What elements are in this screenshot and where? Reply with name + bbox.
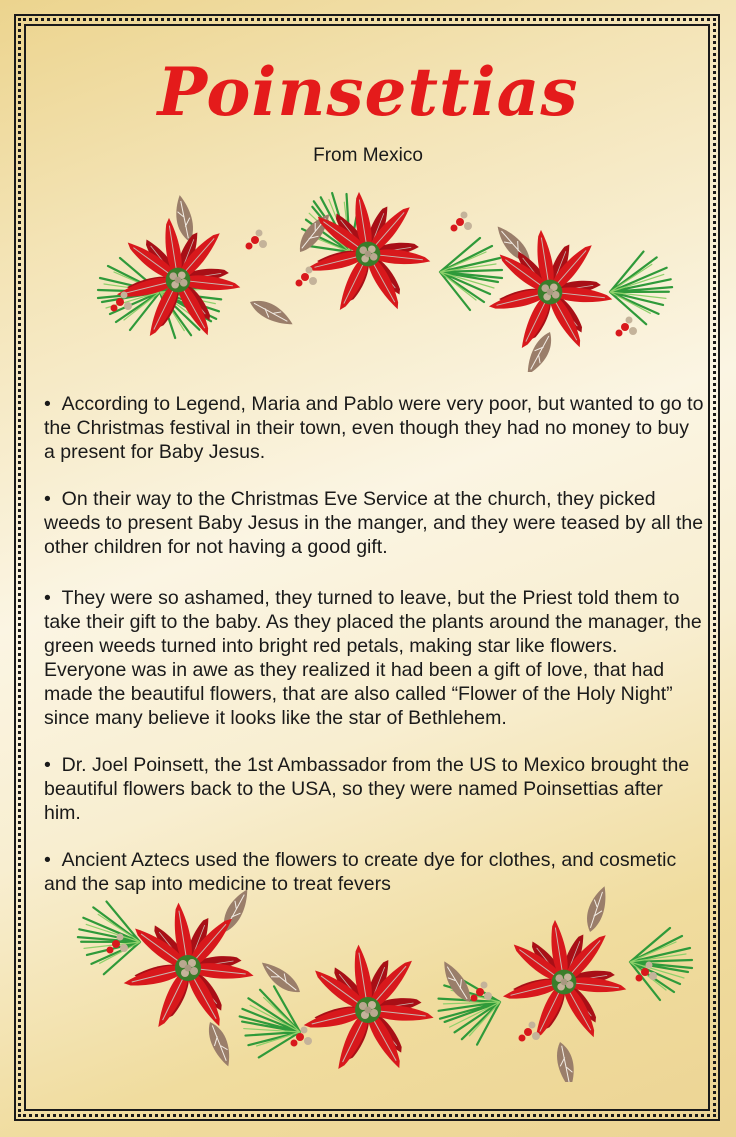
story-text [44, 392, 704, 919]
page-subtitle: From Mexico [313, 145, 423, 166]
paragraph-church [44, 487, 704, 559]
paragraph-miracle [44, 586, 704, 730]
bullet: • [44, 393, 51, 415]
paragraph-text: They were so ashamed, they turned to leave, but the Priest told them to take their gift to the baby. As they placed the plants around the manager, the green weeds turned into bright red petals, making star like flowers. Everyone was in awe as they realized it had been a gift of love, that had made the beautiful flowers, that are also called “Flower of the Holy Night” since many believe it looks like the star of Bethlehem. [44, 587, 702, 729]
paragraph-text: Dr. Joel Poinsett, the 1st Ambassador from the US to Mexico brought the beautiful flowers back to the USA, so they were named Poinsettias after him. [44, 754, 690, 824]
paragraph-text: Ancient Aztecs used the flowers to create dye for clothes, and cosmetic and the sap into medicine to treat fevers [44, 849, 677, 895]
paragraph-poinsett [44, 753, 704, 825]
poinsettia-garland-bottom-icon [50, 882, 700, 1082]
poinsettia-garland-top-icon [50, 182, 700, 372]
paragraph-legend [44, 392, 704, 464]
page-title: Poinsettias [157, 53, 579, 131]
bullet: • [44, 754, 51, 776]
paragraph-text: On their way to the Christmas Eve Service at the church, they picked weeds to present Baby Jesus in the manger, and they were teased by all the other children for not having a good gift. [44, 488, 704, 558]
paragraph-text: According to Legend, Maria and Pablo were very poor, but wanted to go to the Christmas festival in their town, even though they had no money to buy a present for Baby Jesus. [44, 393, 704, 463]
bullet: • [44, 587, 51, 609]
bullet: • [44, 488, 51, 510]
bullet: • [44, 849, 51, 871]
